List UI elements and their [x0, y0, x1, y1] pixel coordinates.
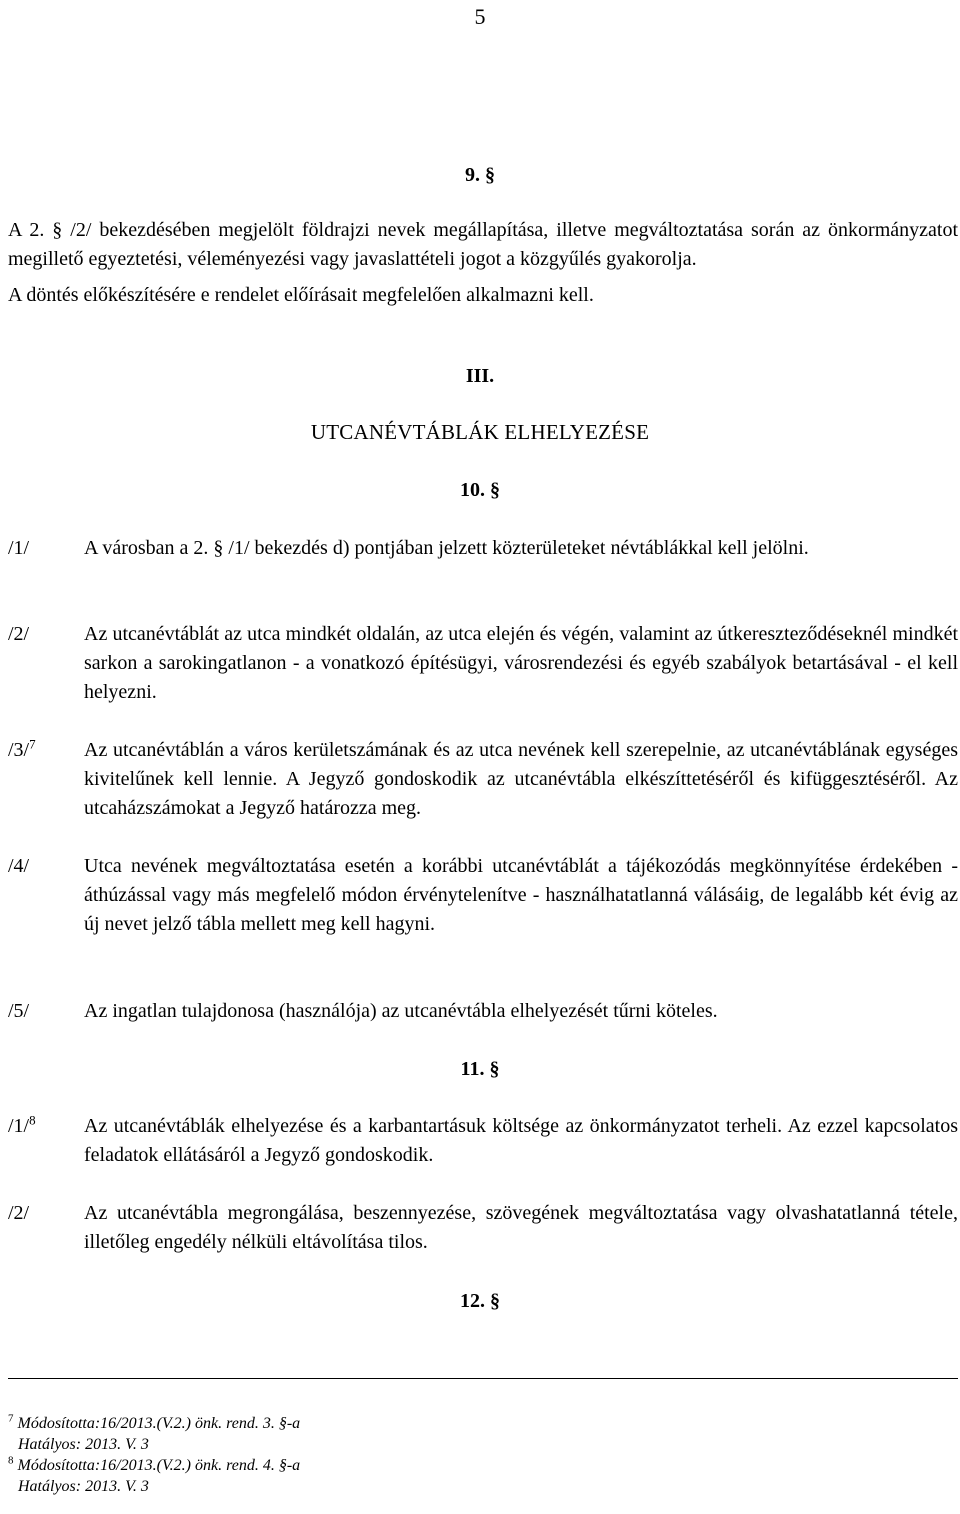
- page-number: 5: [474, 4, 486, 29]
- intro-text: [8, 216, 958, 310]
- paragraph-text: Az utcanévtáblák elhelyezése és a karbantartásuk költsége az önkormányzatot terheli. Az ezzel kapcsolatos feladatok ellátásáról a Jegyző gondoskodik.: [84, 1115, 958, 1166]
- section-heading-9: 9. §: [465, 164, 495, 186]
- paragraph-text: Az utcanévtáblán a város kerületszámának és az utca nevének kell szerepelnie, az utcanévtáblának egységes kivitelűnek kell lennie. A Jegyző gondoskodik az utcanévtábla elkészíttetéséről és kifüggesztéséről. Az utcaházszámokat a Jegyző határozza meg.: [84, 739, 958, 819]
- paragraph-s11-2: [8, 1199, 958, 1257]
- chapter-number: III.: [465, 365, 495, 387]
- footnote: $^7$ Módosította:16/2013.(V.2.) önk. rend. 3. §-a: [8, 1412, 301, 1432]
- section-heading-11: 11. §: [460, 1058, 500, 1080]
- footnote-ref: 7: [29, 736, 36, 752]
- paragraph-number: /1/$^8$: [8, 1112, 36, 1137]
- paragraph-number: /5/: [8, 1000, 30, 1022]
- section-heading-12: 12. §: [460, 1290, 500, 1312]
- paragraph-s10-4: [8, 852, 958, 939]
- footnote-ref: 8: [29, 1112, 36, 1128]
- paragraph-s10-2: [8, 620, 958, 707]
- paragraph-text: Az utcanévtábla megrongálása, beszennyezése, szövegének megváltoztatása vagy olvashatatlanná tétele, illetőleg engedély nélküli eltávolítása tilos.: [84, 1202, 958, 1253]
- paragraph-number: /4/: [8, 855, 30, 877]
- intro-paragraph: A 2. § /2/ bekezdésében megjelölt földrajzi nevek megállapítása, illetve megváltoztatása során az önkormányzatot megillető egyeztetési, véleményezési vagy javaslattételi jogot a közgyűlés gyakorolja.: [8, 219, 958, 270]
- intro-paragraph: A döntés előkészítésére e rendelet előírásait megfelelően alkalmazni kell.: [8, 284, 594, 306]
- paragraph-text: Az utcanévtáblát az utca mindkét oldalán, az utca elején és végén, valamint az útkereszteződéseknél mindkét sarkon a sarokingatlanon - a vonatkozó építésügyi, városrendezési és egyéb szabályok betartásával - el kell helyezni.: [84, 623, 958, 703]
- footnote-mark: 8: [8, 1454, 14, 1467]
- paragraph-s10-3: [8, 736, 958, 823]
- footnote-effective: Hatályos: 2013. V. 3: [18, 1478, 149, 1495]
- chapter-title: UTCANÉVTÁBLÁK ELHELYEZÉSE: [310, 420, 650, 444]
- paragraph-s10-5: [8, 997, 958, 1026]
- paragraph-number: /1/: [8, 537, 30, 559]
- footnote-divider: [8, 1378, 958, 1379]
- footnotes: [8, 1413, 608, 1497]
- footnote: $^8$ Módosította:16/2013.(V.2.) önk. rend. 4. §-a: [8, 1454, 301, 1474]
- paragraph-number: /2/: [8, 1202, 30, 1224]
- footnote-mark: 7: [8, 1412, 14, 1425]
- section-heading-10: 10. §: [460, 479, 500, 501]
- paragraph-s11-1: [8, 1112, 958, 1170]
- paragraph-text: Az ingatlan tulajdonosa (használója) az utcanévtábla elhelyezését tűrni köteles.: [84, 1000, 718, 1022]
- footnote-effective: Hatályos: 2013. V. 3: [18, 1436, 149, 1453]
- paragraph-s10-1: [8, 534, 958, 563]
- paragraph-text: Utca nevének megváltoztatása esetén a korábbi utcanévtáblát a tájékozódás megkönnyítése érdekében - áthúzással vagy más megfelelő módon érvénytelenítve - használhatatlanná válásáig, de legalább két évig az új nevet jelző tábla mellett meg kell hagyni.: [84, 855, 958, 935]
- paragraph-number: /3/$^7$: [8, 736, 36, 761]
- paragraph-text: A városban a 2. § /1/ bekezdés d) pontjában jelzett közterületeket névtáblákkal kell jelölni.: [84, 537, 809, 559]
- paragraph-number: /2/: [8, 623, 30, 645]
